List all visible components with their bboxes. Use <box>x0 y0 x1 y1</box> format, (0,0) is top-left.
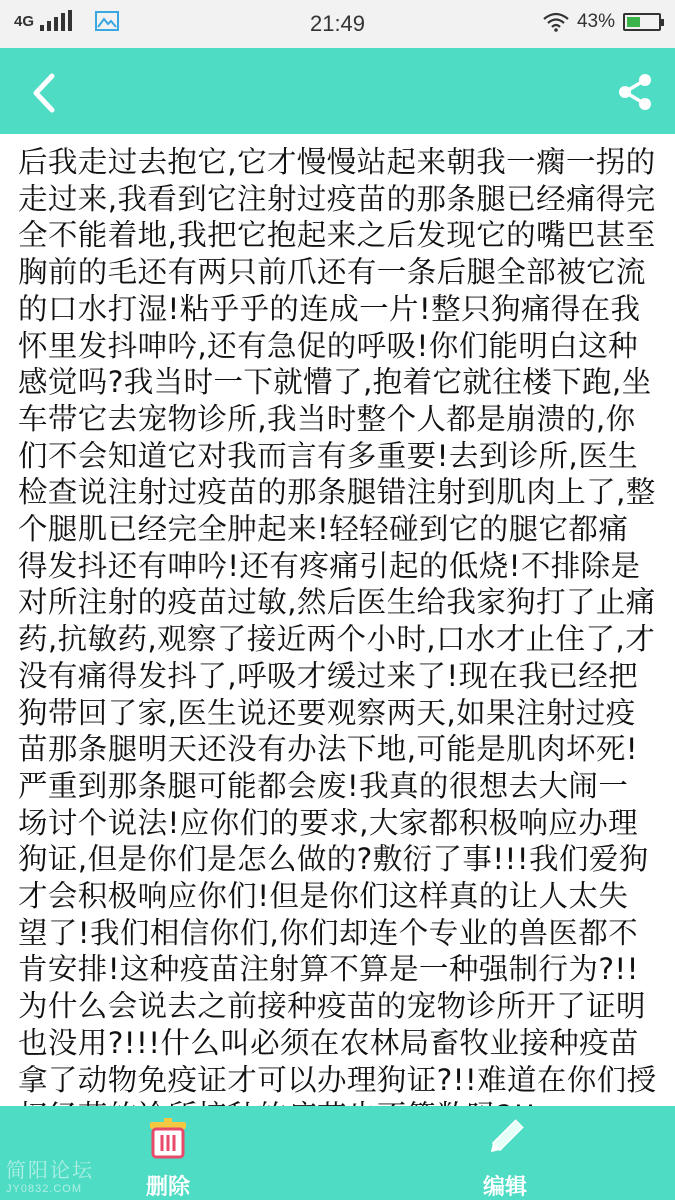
pencil-icon <box>483 1116 527 1160</box>
delete-label: 删除 <box>145 1175 190 1200</box>
status-bar <box>0 0 675 48</box>
watermark-url: JY0832.COM <box>6 1183 83 1195</box>
share-button[interactable] <box>615 72 655 112</box>
site-watermark <box>6 1154 116 1198</box>
share-icon <box>619 74 651 110</box>
chevron-left-icon <box>36 76 52 110</box>
battery-level-fill <box>627 17 640 27</box>
network-type: 4G <box>14 12 35 30</box>
article-text: 后我走过去抱它,它才慢慢站起来朝我一瘸一拐的走过来,我看到它注射过疫苗的那条腿已经痛得完全不能着地,我把它抱起来之后发现它的嘴巴甚至胸前的毛还有两只前爪还有一条后腿全部被它流的口水打湿!粘乎乎的连成一片!整只狗痛得在我怀里发抖呻吟,还有急促的呼吸!你们能明白这种感觉吗?我当时一下就懵了,抱着它就往楼下跑,坐车带它去宠物诊所,我当时整个人都是崩溃的,你们不会知道它对我而言有多重要!去到诊所,医生检查说注射过疫苗的那条腿错注射到肌肉上了,整个腿肌已经完全肿起来!轻轻碰到它的腿它都痛得发抖还有呻吟!还有疼痛引起的低烧!不排除是对所注射的疫苗过敏,然后医生给我家狗打了止痛药,抗敏药,观察了接近两个小时,口水才止住了,才没有痛得发抖了,呼吸才缓过来了!现在我已经把狗带回了家,医生说还要观察两天,如果注射过疫苗那条腿明天还没有办法下地,可能是肌肉坏死!严重到那条腿可能都会废!我真的很想去大闹一场讨个说法!应你们的要求,大家都积极响应办理狗证,但是你们是怎么做的?敷衍了事!!!我们爱狗才会积极响应你们!但是你们这样真的让人太失望了!我们相信你们,你们却连个专业的兽医都不肯安排!这种疫苗注射算不算是一种强制行为?!!为什么会说去之前接种疫苗的宠物诊所开了证明也没用?!!!什么叫必须在农林局畜牧业接种疫苗拿了动物免疫证才可以办理狗证?!!难道在你们授 <box>18 145 657 1097</box>
status-right <box>543 11 661 33</box>
edit-label: 编辑 <box>482 1175 527 1200</box>
clock: 21:49 <box>309 11 366 36</box>
trash-icon <box>146 1116 190 1160</box>
wifi-icon <box>543 12 569 32</box>
battery-percent: 43% <box>576 11 615 32</box>
app-header <box>0 48 675 134</box>
edit-button[interactable] <box>405 1106 605 1200</box>
battery-icon <box>623 13 661 31</box>
article-content[interactable] <box>0 134 675 1106</box>
watermark-title: 简阳论坛 <box>6 1160 94 1182</box>
back-button[interactable] <box>22 70 68 116</box>
